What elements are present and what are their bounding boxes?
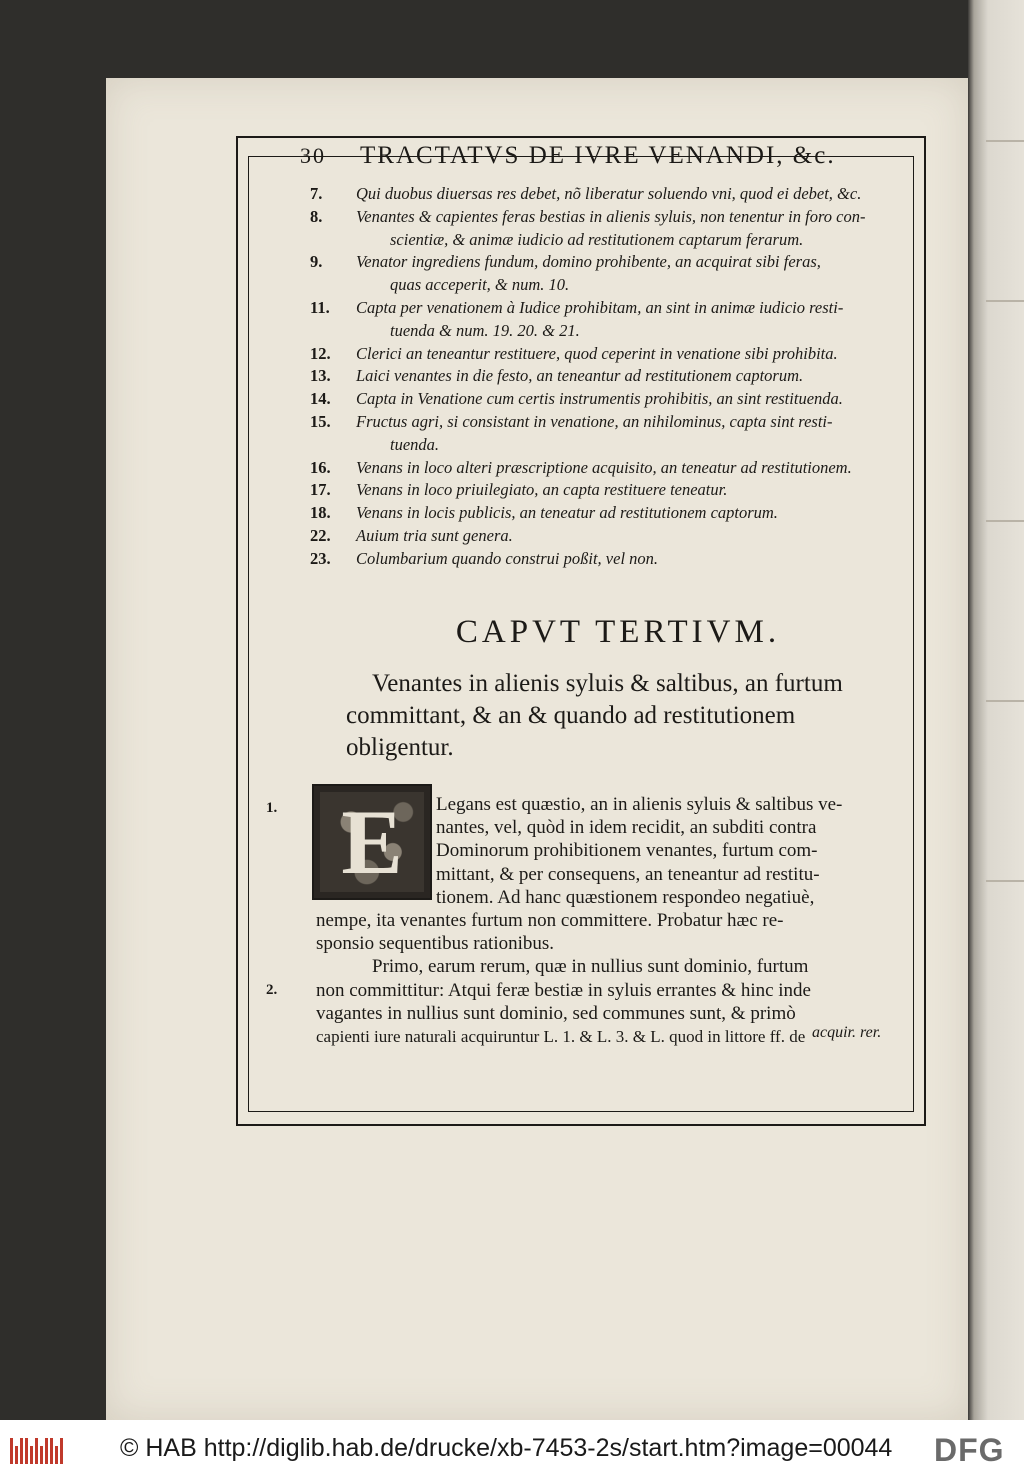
summary-number: 23. (310, 548, 331, 568)
summary-item (310, 479, 932, 502)
summary-text: Venator ingrediens fundum, domino prohibente, an acquirat sibi feras, (356, 252, 821, 272)
running-title: TRACTATVS DE IVRE VENANDI, &c. (360, 142, 836, 169)
body-line: Legans est quæstio, an in alienis syluis & saltibus ve- (436, 794, 843, 815)
summary-number: 16. (310, 457, 331, 477)
summary-text: Venans in loco priuilegiato, an capta restituere teneatur. (356, 480, 728, 500)
summary-text: Capta in Venatione cum certis instrumentis prohibitis, an sint restituenda. (356, 389, 843, 409)
summary-continuation: scientiæ, & animæ iudicio ad restitutionem captarum ferarum. (390, 229, 804, 249)
summary-item (310, 206, 932, 229)
summary-continuation: quas acceperit, & num. 10. (390, 275, 570, 295)
subtitle-line: obligentur. (346, 734, 454, 761)
summary-item (310, 365, 932, 388)
subtitle-line: Venantes in alienis syluis & saltibus, an furtum (372, 670, 843, 697)
summary-number: 17. (310, 480, 331, 500)
summary-number: 13. (310, 366, 331, 386)
summary-text: Columbarium quando construi poßit, vel non. (356, 548, 659, 568)
marginal-number: 2. (266, 982, 278, 998)
summary-item (310, 457, 932, 480)
summary-item (310, 411, 932, 434)
body-line: Primo, earum rerum, quæ in nullius sunt dominio, furtum (372, 956, 809, 978)
summary-continuation: tuenda. (390, 434, 440, 454)
viewer-footer (0, 1420, 1024, 1480)
summary-item (310, 251, 932, 274)
summary-text: Venans in loco alteri præscriptione acquisito, an teneatur ad restitutionem. (356, 457, 852, 477)
body-line: sponsio sequentibus rationibus. (316, 933, 555, 955)
summary-number: 15. (310, 411, 331, 431)
chapter-subtitle (346, 668, 906, 764)
running-head (300, 142, 836, 170)
summary-number: 8. (310, 206, 323, 226)
body-line: capienti iure naturali acquiruntur L. 1. & L. 3. & L. quod in littore ff. de (316, 1027, 806, 1047)
copyright-link[interactable]: © HAB http://diglib.hab.de/drucke/xb-7453-2s/start.htm?image=00044 (120, 1434, 893, 1462)
summary-text: Venantes & capientes feras bestias in alienis syluis, non tenentur in foro con- (356, 206, 866, 226)
marginal-number: 1. (266, 800, 278, 816)
summary-item (310, 388, 932, 411)
catchword: acquir. rer. (812, 1024, 882, 1041)
summary-number: 14. (310, 389, 331, 409)
summary-item (310, 297, 932, 320)
body-line: Dominorum prohibitionem venantes, furtum com- (436, 840, 818, 862)
decorated-initial (312, 784, 432, 900)
summary-text: Qui duobus diuersas res debet, nõ liberatur soluendo vni, quod ei debet, &c. (356, 184, 862, 203)
summary-text: Laici venantes in die festo, an teneantur ad restitutionem captorum. (356, 366, 804, 386)
summary-text: Clerici an teneantur restituere, quod ceperint in venatione sibi prohibita. (356, 343, 838, 363)
body-line: mittant, & per consequens, an teneantur ad restitu- (436, 863, 820, 885)
summary-item (310, 183, 932, 206)
summary-item (310, 343, 932, 366)
summary-number: 18. (310, 503, 331, 523)
summary-text: Venans in locis publicis, an teneatur ad restitutionem captorum. (356, 503, 778, 523)
summary-number: 22. (310, 525, 331, 545)
summary-number: 7. (310, 184, 323, 203)
chapter-title: CAPVT TERTIVM. (455, 614, 781, 650)
body-line: tionem. Ad hanc quæstionem respondeo negatiuè, (436, 886, 815, 908)
summary-number: 9. (310, 252, 323, 272)
summary-number: 12. (310, 343, 331, 363)
summary-item (310, 525, 932, 548)
dfg-logo: DFG (934, 1432, 1005, 1468)
chapter-summary (310, 183, 932, 571)
initial-letter: E (341, 791, 403, 893)
summary-text: Fructus agri, si consistant in venatione, an nihilominus, capta sint resti- (356, 411, 833, 431)
page-number: 30 (300, 143, 326, 168)
summary-text: Auium tria sunt genera. (356, 525, 513, 545)
summary-continuation: tuenda & num. 19. 20. & 21. (390, 320, 580, 340)
body-line: non committitur: Atqui feræ bestiæ in syluis errantes & hinc inde (316, 979, 811, 1001)
body-line: nempe, ita venantes furtum non committere. Probatur hæc re- (316, 910, 784, 931)
summary-item (310, 502, 932, 525)
hab-logo-icon (10, 1438, 63, 1464)
subtitle-line: committant, & an & quando ad restitutionem (346, 702, 796, 729)
body-line: vagantes in nullius sunt dominio, sed communes sunt, & primò (316, 1002, 796, 1024)
summary-number: 11. (310, 297, 330, 317)
summary-text: Capta per venationem à Iudice prohibitam, an sint in animæ iudicio resti- (356, 297, 844, 317)
summary-item (310, 548, 932, 571)
body-paragraph-indented (436, 793, 920, 909)
body-line: nantes, vel, quòd in idem recidit, an subditi contra (436, 817, 817, 839)
